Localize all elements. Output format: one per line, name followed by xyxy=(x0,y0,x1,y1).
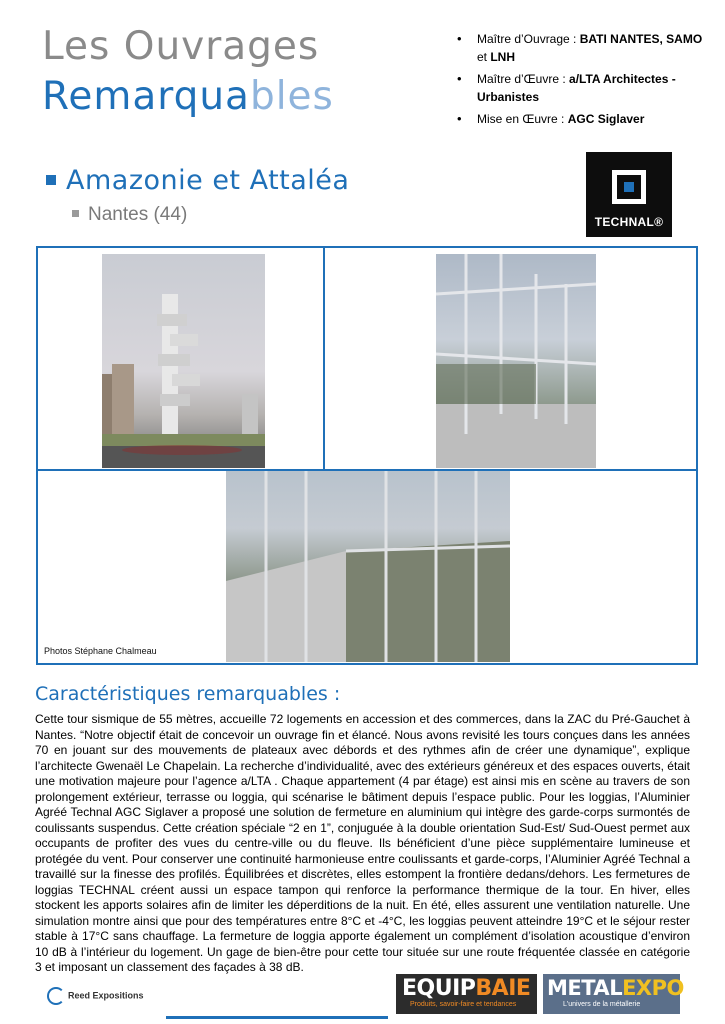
project-heading xyxy=(66,165,349,226)
metalexpo-logo: METALEXPO L'univers de la métallerie xyxy=(543,974,680,1014)
technal-mark-icon xyxy=(612,170,646,204)
role-architect: • Maître d’Œuvre : a/LTA Architectes - Urbanistes xyxy=(455,70,715,106)
reed-logo: Reed Expositions xyxy=(47,987,144,1005)
project-name: Amazonie et Attaléa xyxy=(66,165,350,196)
bullet-small-icon xyxy=(72,210,79,217)
section-body: Cette tour sismique de 55 mètres, accueille 72 logements en accession et des commerces, dans la ZAC du Pré-Gauchet à Nantes. “Notre objectif était de concevoir un ouvrage fin et élancé. Nous avons revisité les tours conçues dans les années 70 en jouant sur des mouvements de plateaux avec débords et des rythmes afin de créer une dynamique”, explique l’architecte Gwenaël Le Chapelain. La recherche d’individualité, avec des extérieurs généreux et des espaces ouverts, était une motivation majeure pour l’agence a/LTA . Chaque appartement (4 par étage) est ainsi mis en scène au travers de son prolongement extérieur, terrasse ou loggia, qui scénarise le bâtiment depuis l’espace public. Pour les loggias, l’Aluminier Agréé Technal AGC Siglaver a proposé une solution de fermeture en aluminium qui intègre des garde-corps surmontés de coulissants suspendus. Cette création spéciale “2 en 1”, conjuguée à la double orientation Sud-Est/ Sud-Ouest permet aux occupants de profiter des vues du centre-ville ou du fleuve. Ils bénéficient d’une pièce supplémentaire lumineuse et protégée du vent. Pour conserver une continuité harmonieuse entre coulissants et garde-corps, l’Aluminier Agréé Technal a travaillé sur la finesse des profilés. Équilibrées et discrètes, elles estompent la frontière dedans/dehors. Les fermetures de loggias TECHNAL créent aussi un espace tampon qui renforce la performance thermique de la tour. En hiver, elles stockent les apports solaires afin de limiter les déperditions de la nuit. En été, elles assurent une ventilation naturelle. Une simulation montre ainsi que pour des températures entre 8°C et -4°C, les loggias peuvent atteindre 19°C et le séjour rester stable à 17°C sans chauffage. La fermeture de loggia apporte également un complément d’isolation acoustique d’environ 10 dB à l’intérieur du logement. Un gage de bien-être pour cette tour située sur une route fréquentée classée en catégorie 3 et imposant un classement des façades à 38 dB. xyxy=(35,712,690,974)
photo-grid xyxy=(36,246,698,665)
project-roles xyxy=(455,30,715,132)
title-line-2b: bles xyxy=(249,74,334,119)
photo-loggia-interior xyxy=(226,471,510,662)
technal-wordmark: TECHNAL® xyxy=(594,215,664,229)
technal-logo xyxy=(586,152,672,237)
role-builder: • Mise en Œuvre : AGC Siglaver xyxy=(455,110,715,128)
equipbaie-logo: EQUIPBAIE Produits, savoir-faire et tendances xyxy=(396,974,537,1014)
title-line-1: Les Ouvrages xyxy=(42,24,320,69)
photo-tower-exterior xyxy=(102,254,265,468)
photo-loggia-corner xyxy=(436,254,596,468)
photo-credit: Photos Stéphane Chalmeau xyxy=(44,646,157,656)
section-heading: Caractéristiques remarquables : xyxy=(35,683,341,705)
role-owner: • Maître d’Ouvrage : BATI NANTES, SAMO et LNH xyxy=(455,30,715,66)
bullet-square-icon xyxy=(46,175,56,185)
title-line-2a: Remarqua xyxy=(42,74,250,119)
page-title xyxy=(42,22,334,122)
project-city: Nantes (44) xyxy=(88,204,349,226)
reed-swoosh-icon xyxy=(47,987,65,1005)
